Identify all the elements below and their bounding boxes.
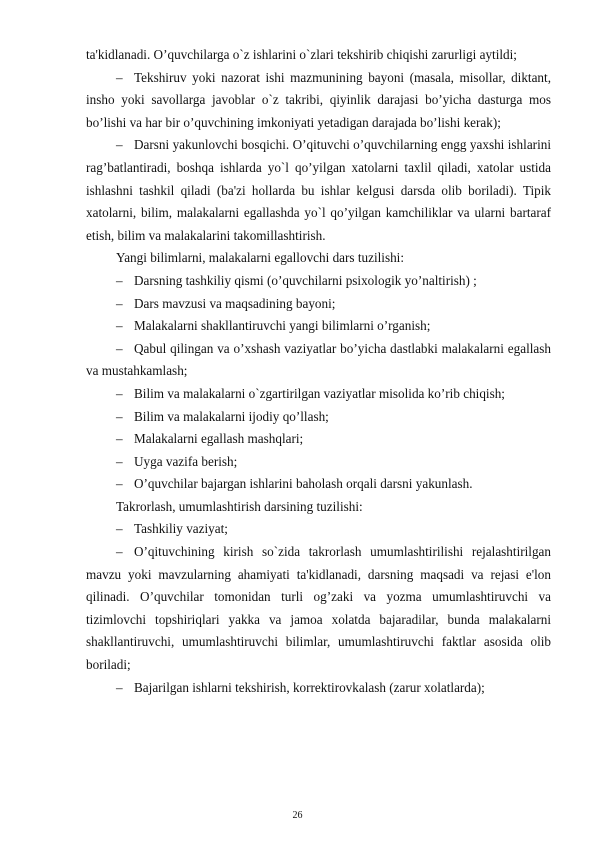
dash-marker: –: [116, 408, 123, 424]
dash-marker: –: [116, 272, 123, 288]
list-item-text: Darsni yakunlovchi bosqichi. O’qituvchi o’quvchilarning engg yaxshi ishlarini rag’batlantiradi, boshqa ishlarda yo`l qo’yilgan xatolarni taxlil qiladi, xatolar ustida ishlashni tashkil qiladi (ba'zi hollarda bu ishlar kelgusi darsda olib boriladi). Tipik xatolarni, bilim, malakalarni egallashda yo`l qo’yilgan kamchiliklar va ularni bartaraf etish, bilim va malakalarini takomillashtirish.: [86, 137, 551, 243]
list-item: [86, 406, 551, 429]
dash-marker: –: [116, 295, 123, 311]
document-body: [86, 44, 551, 699]
section-heading: Yangi bilimlarni, malakalarni egallovchi dars tuzilishi:: [116, 250, 404, 266]
list-item: [86, 451, 551, 474]
list-item: [86, 383, 551, 406]
list-item-text: O’qituvchining kirish so`zida takrorlash umumlashtirilishi rejalashtirilgan mavzu yoki mavzularning ahamiyati ta'kidlanadi, darsning maqsadi va rejasi e'lon qilinadi. O’quvchilar tomonidan turli og’zaki va yozma umumlashtiruvchi va tizimlovchi topshiriqlari yakka va jamoa xolatda bajaradilar, bunda malakalarni shakllantiruvchi, umumlashtiruvchi bilimlar, umumlashtiruvchi faktlar asosida olib boriladi;: [86, 544, 551, 673]
list-item-text: Bilim va malakalarni ijodiy qo’llash;: [134, 408, 329, 424]
dash-marker: –: [116, 385, 123, 401]
list-item-text: Malakalarni egallash mashqlari;: [134, 431, 304, 447]
dash-marker: –: [116, 679, 123, 695]
list-item-text: O’quvchilar bajargan ishlarini baholash orqali darsni yakunlash.: [134, 476, 473, 492]
list-item-text: Malakalarni shakllantiruvchi yangi bilimlarni o’rganish;: [134, 318, 431, 334]
list-item-text: Tashkiliy vaziyat;: [134, 521, 228, 537]
dash-marker: –: [116, 137, 123, 153]
list-item-text: Bilim va malakalarni o`zgartirilgan vaziyatlar misolida ko’rib chiqish;: [134, 385, 505, 401]
list-item-text: Darsning tashkiliy qismi (o’quvchilarni psixologik yo’naltirish) ;: [134, 272, 477, 288]
list-item: [86, 338, 551, 383]
dash-marker: –: [116, 521, 123, 537]
list-item: [86, 541, 551, 677]
list-item: [86, 134, 551, 247]
list-item: [86, 473, 551, 496]
section-heading: Takrorlash, umumlashtirish darsining tuzilishi:: [116, 498, 363, 514]
list-item: [86, 315, 551, 338]
dash-marker: –: [116, 476, 123, 492]
list-item-text: Qabul qilingan va o’xshash vaziyatlar bo’yicha dastlabki malakalarni egallash va mustahkamlash;: [86, 340, 551, 379]
paragraph: ta'kidlanadi. O’quvchilarga o`z ishlarini o`zlari tekshirib chiqishi zarurligi aytildi;: [86, 47, 517, 62]
list-item: [86, 67, 551, 135]
list-item: [86, 293, 551, 316]
dash-marker: –: [116, 340, 123, 356]
list-item: [86, 270, 551, 293]
dash-marker: –: [116, 431, 123, 447]
list-item-text: Tekshiruv yoki nazorat ishi mazmunining bayoni (masala, misollar, diktant, insho yoki savollarga javoblar o`z takribi, qiyinlik darajasi bo’yicha dasturga mos bo’lishi va har bir o’quvchining imkoniyati yetadigan darajada bo’lishi kerak);: [86, 69, 551, 130]
page-number: 26: [292, 810, 303, 821]
dash-marker: –: [116, 318, 123, 334]
dash-marker: –: [116, 453, 123, 469]
list-item-text: Dars mavzusi va maqsadining bayoni;: [134, 295, 336, 311]
dash-marker: –: [116, 69, 123, 85]
list-item-text: Uyga vazifa berish;: [134, 453, 238, 469]
dash-marker: –: [116, 544, 123, 560]
list-item: [86, 518, 551, 541]
list-item: [86, 428, 551, 451]
list-item: [86, 677, 551, 700]
list-item-text: Bajarilgan ishlarni tekshirish, korrektirovkalash (zarur xolatlarda);: [134, 679, 485, 695]
